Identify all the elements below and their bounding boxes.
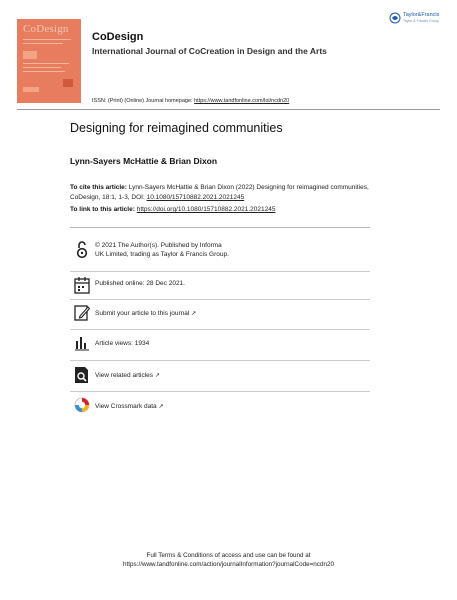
publisher-logo[interactable] <box>389 10 445 32</box>
external-link-icon: ↗ <box>158 404 164 410</box>
license-text: © 2021 The Author(s). Published by Informa UK Limited, trading as Taylor & Francis Group. <box>95 242 229 258</box>
citation <box>70 183 400 203</box>
row-divider <box>70 329 370 330</box>
doi-link[interactable]: 10.1080/15710882.2021.2021245 <box>146 194 245 201</box>
submit-row[interactable] <box>70 304 370 330</box>
published-date: Published online: 28 Dec 2021. <box>95 280 185 287</box>
info-divider <box>70 227 370 228</box>
license-row <box>70 241 370 267</box>
row-divider <box>70 391 370 392</box>
crossmark-row[interactable] <box>70 396 370 422</box>
footer-line-1: Full Terms & Conditions of access and use can be found at <box>146 552 311 559</box>
edit-icon <box>74 304 90 322</box>
crossmark-icon <box>74 396 90 414</box>
journal-homepage-link[interactable]: https://www.tandfonline.com/loi/ncdn20 <box>194 98 290 104</box>
issn-line <box>92 98 289 104</box>
article-link[interactable]: https://doi.org/10.1080/15710882.2021.2021245 <box>136 206 276 213</box>
article-link-row <box>70 206 276 213</box>
submit-link[interactable]: Submit your article to this journal <box>95 310 190 317</box>
publisher-logo-icon <box>389 12 401 24</box>
cover-line <box>23 43 63 44</box>
journal-subtitle: International Journal of CoCreation in Design and the Arts <box>92 46 327 56</box>
external-link-icon: ↗ <box>154 373 160 379</box>
cover-block <box>23 51 37 59</box>
cover-block <box>63 79 73 87</box>
crossmark-text-wrap <box>95 402 164 412</box>
open-access-icon <box>74 241 90 259</box>
cite-text: Lynn-Sayers McHattie & Brian Dixon (2022) Designing for reimagined communities, CoDesign, 18:1, 1-3, DOI: <box>70 184 369 201</box>
related-search-icon <box>74 366 90 384</box>
link-label: To link to this article: <box>70 206 137 213</box>
article-views: Article views: 1934 <box>95 340 150 347</box>
cover-line <box>23 63 69 64</box>
journal-cover <box>17 19 81 103</box>
related-link[interactable]: View related articles <box>95 372 154 379</box>
calendar-icon <box>74 276 90 294</box>
article-authors: Lynn-Sayers McHattie & Brian Dixon <box>70 156 218 166</box>
publisher-name: Taylor&Francis <box>403 12 440 18</box>
publisher-sub: Taylor & Francis Group <box>403 19 439 23</box>
journal-name: CoDesign <box>92 31 144 43</box>
cover-block <box>23 87 39 92</box>
views-row <box>70 334 370 360</box>
external-link-icon: ↗ <box>191 311 197 317</box>
cite-label: To cite this article: <box>70 184 127 191</box>
row-divider <box>70 360 370 361</box>
article-title: Designing for reimagined communities <box>70 121 283 135</box>
cover-line <box>23 71 65 72</box>
footer-terms-link[interactable]: https://www.tandfonline.com/action/journalInformation?journalCode=ncdn20 <box>123 561 334 568</box>
footer <box>0 551 457 569</box>
cover-line <box>23 39 71 40</box>
row-divider <box>70 271 370 272</box>
cover-line <box>23 67 61 68</box>
related-row[interactable] <box>70 366 370 392</box>
related-text-wrap <box>95 371 160 381</box>
header-divider <box>17 109 440 110</box>
row-divider <box>70 299 370 300</box>
bar-chart-icon <box>74 334 90 352</box>
cover-title: CoDesign <box>23 23 69 35</box>
submit-text-wrap <box>95 309 196 319</box>
issn-text: ISSN: (Print) (Online) Journal homepage: <box>92 98 195 104</box>
crossmark-link[interactable]: View Crossmark data <box>95 403 157 410</box>
